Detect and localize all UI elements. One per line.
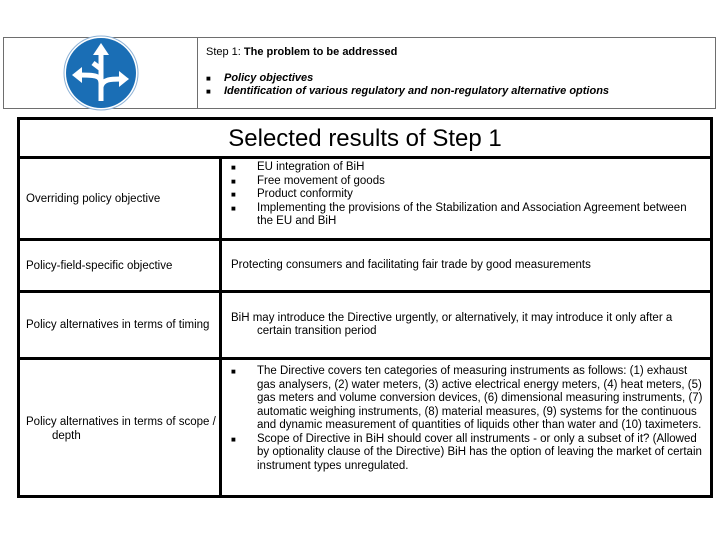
bullet-icon: ■ [231,434,236,444]
step-title [206,46,715,58]
icon-cell [4,38,198,108]
table-row [20,360,710,498]
list-item [231,188,704,202]
bullet-icon: ■ [231,176,236,186]
table-row [20,159,710,241]
bullet-list [231,161,704,229]
results-title: Selected results of Step 1 [20,120,710,159]
list-item [231,161,704,175]
list-item [231,433,704,474]
row-label [20,293,222,357]
bullet-icon: ■ [206,87,211,96]
directions-sign-icon [63,35,139,111]
list-item [231,202,704,229]
bullet-icon: ■ [231,163,236,172]
row-value [222,360,710,498]
bullet-icon: ■ [231,190,236,199]
table-row [20,293,710,360]
list-item-text: The Directive covers ten categories of measuring instruments as follows: (1) exhaust gas analysers, (2) water meters, (3) active electrical energy meters, (4) heat meters, (5) gas meters and volume conversion devices, (6) dimensional measuring instruments, (7) automatic weighing instruments, (8) material measures, (9) systems for the continuous and dynamic measurement of quantities of liquids other than water and (10) taximeters. [257,365,703,431]
row-value [222,159,710,238]
row-label-text: Policy alternatives in terms of scope / depth [26,416,216,442]
list-item-text: Product conformity [257,188,353,200]
row-value-text: Protecting consumers and facilitating fair trade by good measurements [231,258,591,271]
table-row [20,241,710,293]
bullet-icon: ■ [206,74,211,83]
row-label-text: Overriding policy objective [26,192,161,205]
row-value [222,241,710,290]
row-label [20,159,222,238]
results-table [17,117,713,498]
row-value-text: BiH may introduce the Directive urgently, or alternatively, it may introduce it only after a certain transition period [231,311,673,337]
step-items [206,72,715,98]
list-item [231,365,704,433]
step-prefix: Step 1: [206,46,244,58]
step-item-text: Policy objectives [224,72,314,84]
list-item-text: Free movement of goods [257,174,385,187]
list-item-text: Scope of Directive in BiH should cover all instruments - or only a subset of it? (Allowed by optionality clause of the Directive) BiH has the option of leaving the market of certain instrument types unregulated. [257,432,702,472]
step-item [206,72,715,85]
list-item-text: Implementing the provisions of the Stabilization and Association Agreement between the EU and BiH [257,201,687,227]
step-description [198,38,715,108]
step-item [206,85,715,98]
row-value [222,293,710,357]
row-label-text: Policy alternatives in terms of timing [26,319,210,331]
row-label [20,241,222,290]
bullet-icon: ■ [231,367,236,376]
bullet-list [231,365,704,473]
step-header-box [3,37,716,109]
step-title-text: The problem to be addressed [243,46,398,58]
list-item-text: EU integration of BiH [257,161,365,173]
row-label-text: Policy-field-specific objective [26,259,173,272]
list-item [231,175,704,189]
row-label [20,360,222,498]
step-item-text: Identification of various regulatory and non-regulatory alternative options [224,85,610,97]
bullet-icon: ■ [231,203,236,213]
